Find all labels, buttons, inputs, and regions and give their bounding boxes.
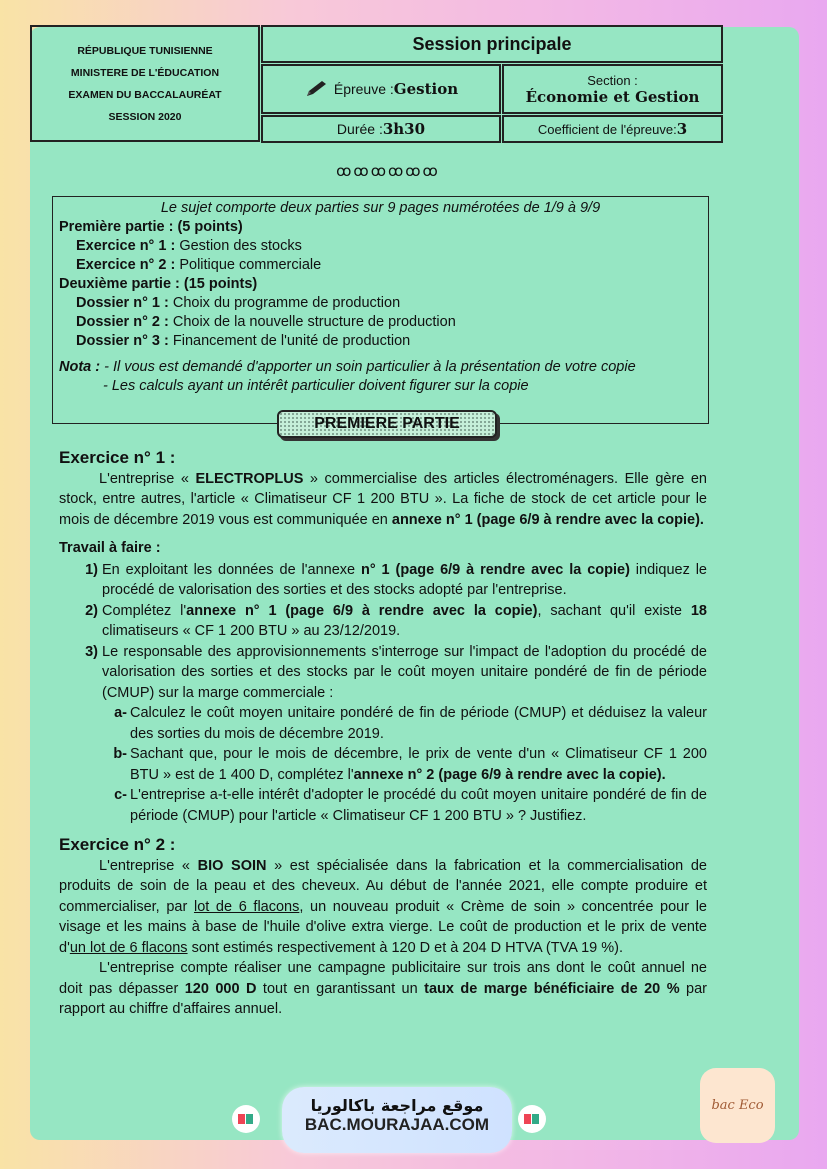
duree-label: Durée :	[336, 121, 383, 137]
question-1: 1) En exploitant les données de l'annexe n° 1 (page 6/9 à rendre avec la copie) indiquez le procédé de valorisation des sorties et des stocks adopté par l'entreprise.	[85, 561, 707, 598]
pencil-icon	[304, 79, 330, 99]
header-line: MINISTERE DE L'ÉDUCATION	[70, 66, 220, 79]
travail-a-faire: Travail à faire :	[59, 540, 161, 556]
question-3b: b- Sachant que, pour le mois de décembre, le prix de vente d'un « Climatiseur CF 1 200 BTU » est de 1 400 D, complétez l'annexe n° 2 (page 6/9 à rendre avec la copie).	[113, 746, 707, 783]
summary-part-1: Première partie : (5 points)	[59, 219, 243, 235]
session-title: Session principale	[261, 25, 723, 63]
summary-item: Dossier n° 1 : Choix du programme de production	[76, 295, 401, 311]
site-logo-icon	[232, 1105, 260, 1133]
duree-cell	[261, 115, 501, 143]
nota: Nota : - Il vous est demandé d'apporter un soin particulier à la présentation de votre copie	[59, 359, 636, 375]
epreuve-label: Épreuve :	[333, 81, 394, 97]
coefficient-cell	[502, 115, 723, 143]
summary-item: Dossier n° 2 : Choix de la nouvelle structure de production	[76, 314, 456, 330]
exercise-2-para-1: L'entreprise « BIO SOIN » est spécialisée dans la fabrication et la commercialisation de produits de soin de la peau et des cheveux. Au début de l'année 2021, elle compte produire et commercialiser, par lot de 6 flacons, un nouveau produit « Crème de soin » concentrée pour le visage et les mains à base de l'huile d'olive extra vierge. Le coût de production et le prix de vente d'un lot de 6 flacons sont estimés respectivement à 120 D et à 204 D HTVA (TVA 19 %).	[59, 857, 707, 956]
summary-item: Exercice n° 2 : Politique commerciale	[76, 257, 322, 273]
epreuve-value: Gestion	[393, 80, 459, 98]
header-institution	[30, 25, 260, 142]
coef-value: 3	[676, 120, 688, 138]
coef-label: Coefficient de l'épreuve:	[537, 121, 677, 137]
site-url[interactable]: BAC.MOURAJAA.COM	[304, 1115, 490, 1134]
header-line: EXAMEN DU BACCALAURÉAT	[68, 88, 222, 101]
bac-eco-badge: bac Eco	[700, 1068, 775, 1143]
exercise-1-intro: L'entreprise « ELECTROPLUS » commercialise des articles électroménagers. Elle gère en stock, entre autres, l'article « Climatiseur CF 1 200 BTU ». La fiche de stock de cet article pour le mois de décembre 2019 vous est communiquée en annexe n° 1 (page 6/9 à rendre avec la copie).	[59, 470, 707, 528]
duree-value: 3h30	[382, 120, 426, 138]
premiere-partie-banner: PREMIERE PARTIE	[277, 410, 497, 438]
exercise-2-title: Exercice n° 2 :	[59, 835, 176, 854]
question-3a: a- Calculez le coût moyen unitaire pondéré de fin de période (CMUP) et déduisez la valeur des sorties du mois de décembre 2019.	[114, 705, 707, 742]
epreuve-cell	[261, 64, 501, 114]
question-3c: c- L'entreprise a-t-elle intérêt d'adopter le procédé du coût moyen unitaire pondéré de fin de période (CMUP) pour l'article « Climatiseur CF 1 200 BTU » ? Justifiez.	[114, 787, 707, 824]
section-value: Économie et Gestion	[525, 87, 700, 106]
question-2: 2) Complétez l'annexe n° 1 (page 6/9 à rendre avec la copie), sachant qu'il existe 18 climatiseurs « CF 1 200 BTU » au 23/12/2019.	[85, 602, 707, 639]
summary-item: Exercice n° 1 : Gestion des stocks	[76, 238, 302, 254]
site-watermark[interactable]	[282, 1087, 512, 1153]
summary-intro: Le sujet comporte deux parties sur 9 pages numérotées de 1/9 à 9/9	[160, 200, 601, 216]
exercise-2-para-2: L'entreprise compte réaliser une campagne publicitaire sur trois ans dont le coût annuel ne doit pas dépasser 120 000 D tout en garantissant un taux de marge bénéficiaire de 20 % par rapport au chiffre d'affaires annuel.	[59, 960, 707, 1017]
section-label: Section :	[587, 72, 638, 88]
site-name-arabic: موقع مراجعة باكالوريا	[310, 1096, 484, 1115]
exam-content	[59, 448, 707, 1020]
summary-box	[52, 196, 709, 424]
exercise-1-title: Exercice n° 1 :	[59, 448, 176, 467]
nota-line-2: - Les calculs ayant un intérêt particulier doivent figurer sur la copie	[103, 378, 529, 394]
header-line: SESSION 2020	[108, 110, 182, 123]
summary-part-2: Deuxième partie : (15 points)	[59, 276, 258, 292]
ornament-divider: ꝏꝏꝏꝏꝏꝏ	[336, 163, 440, 180]
question-3: 3) Le responsable des approvisionnements s'interroge sur l'impact de l'adoption du procédé de valorisation des sorties et des stocks par le coût moyen unitaire pondéré de fin de période (CMUP) sur la marge commerciale :	[85, 643, 707, 701]
header-line: RÉPUBLIQUE TUNISIENNE	[77, 44, 213, 57]
summary-item: Dossier n° 3 : Financement de l'unité de production	[76, 333, 411, 349]
section-cell	[502, 64, 723, 114]
site-logo-icon	[518, 1105, 546, 1133]
